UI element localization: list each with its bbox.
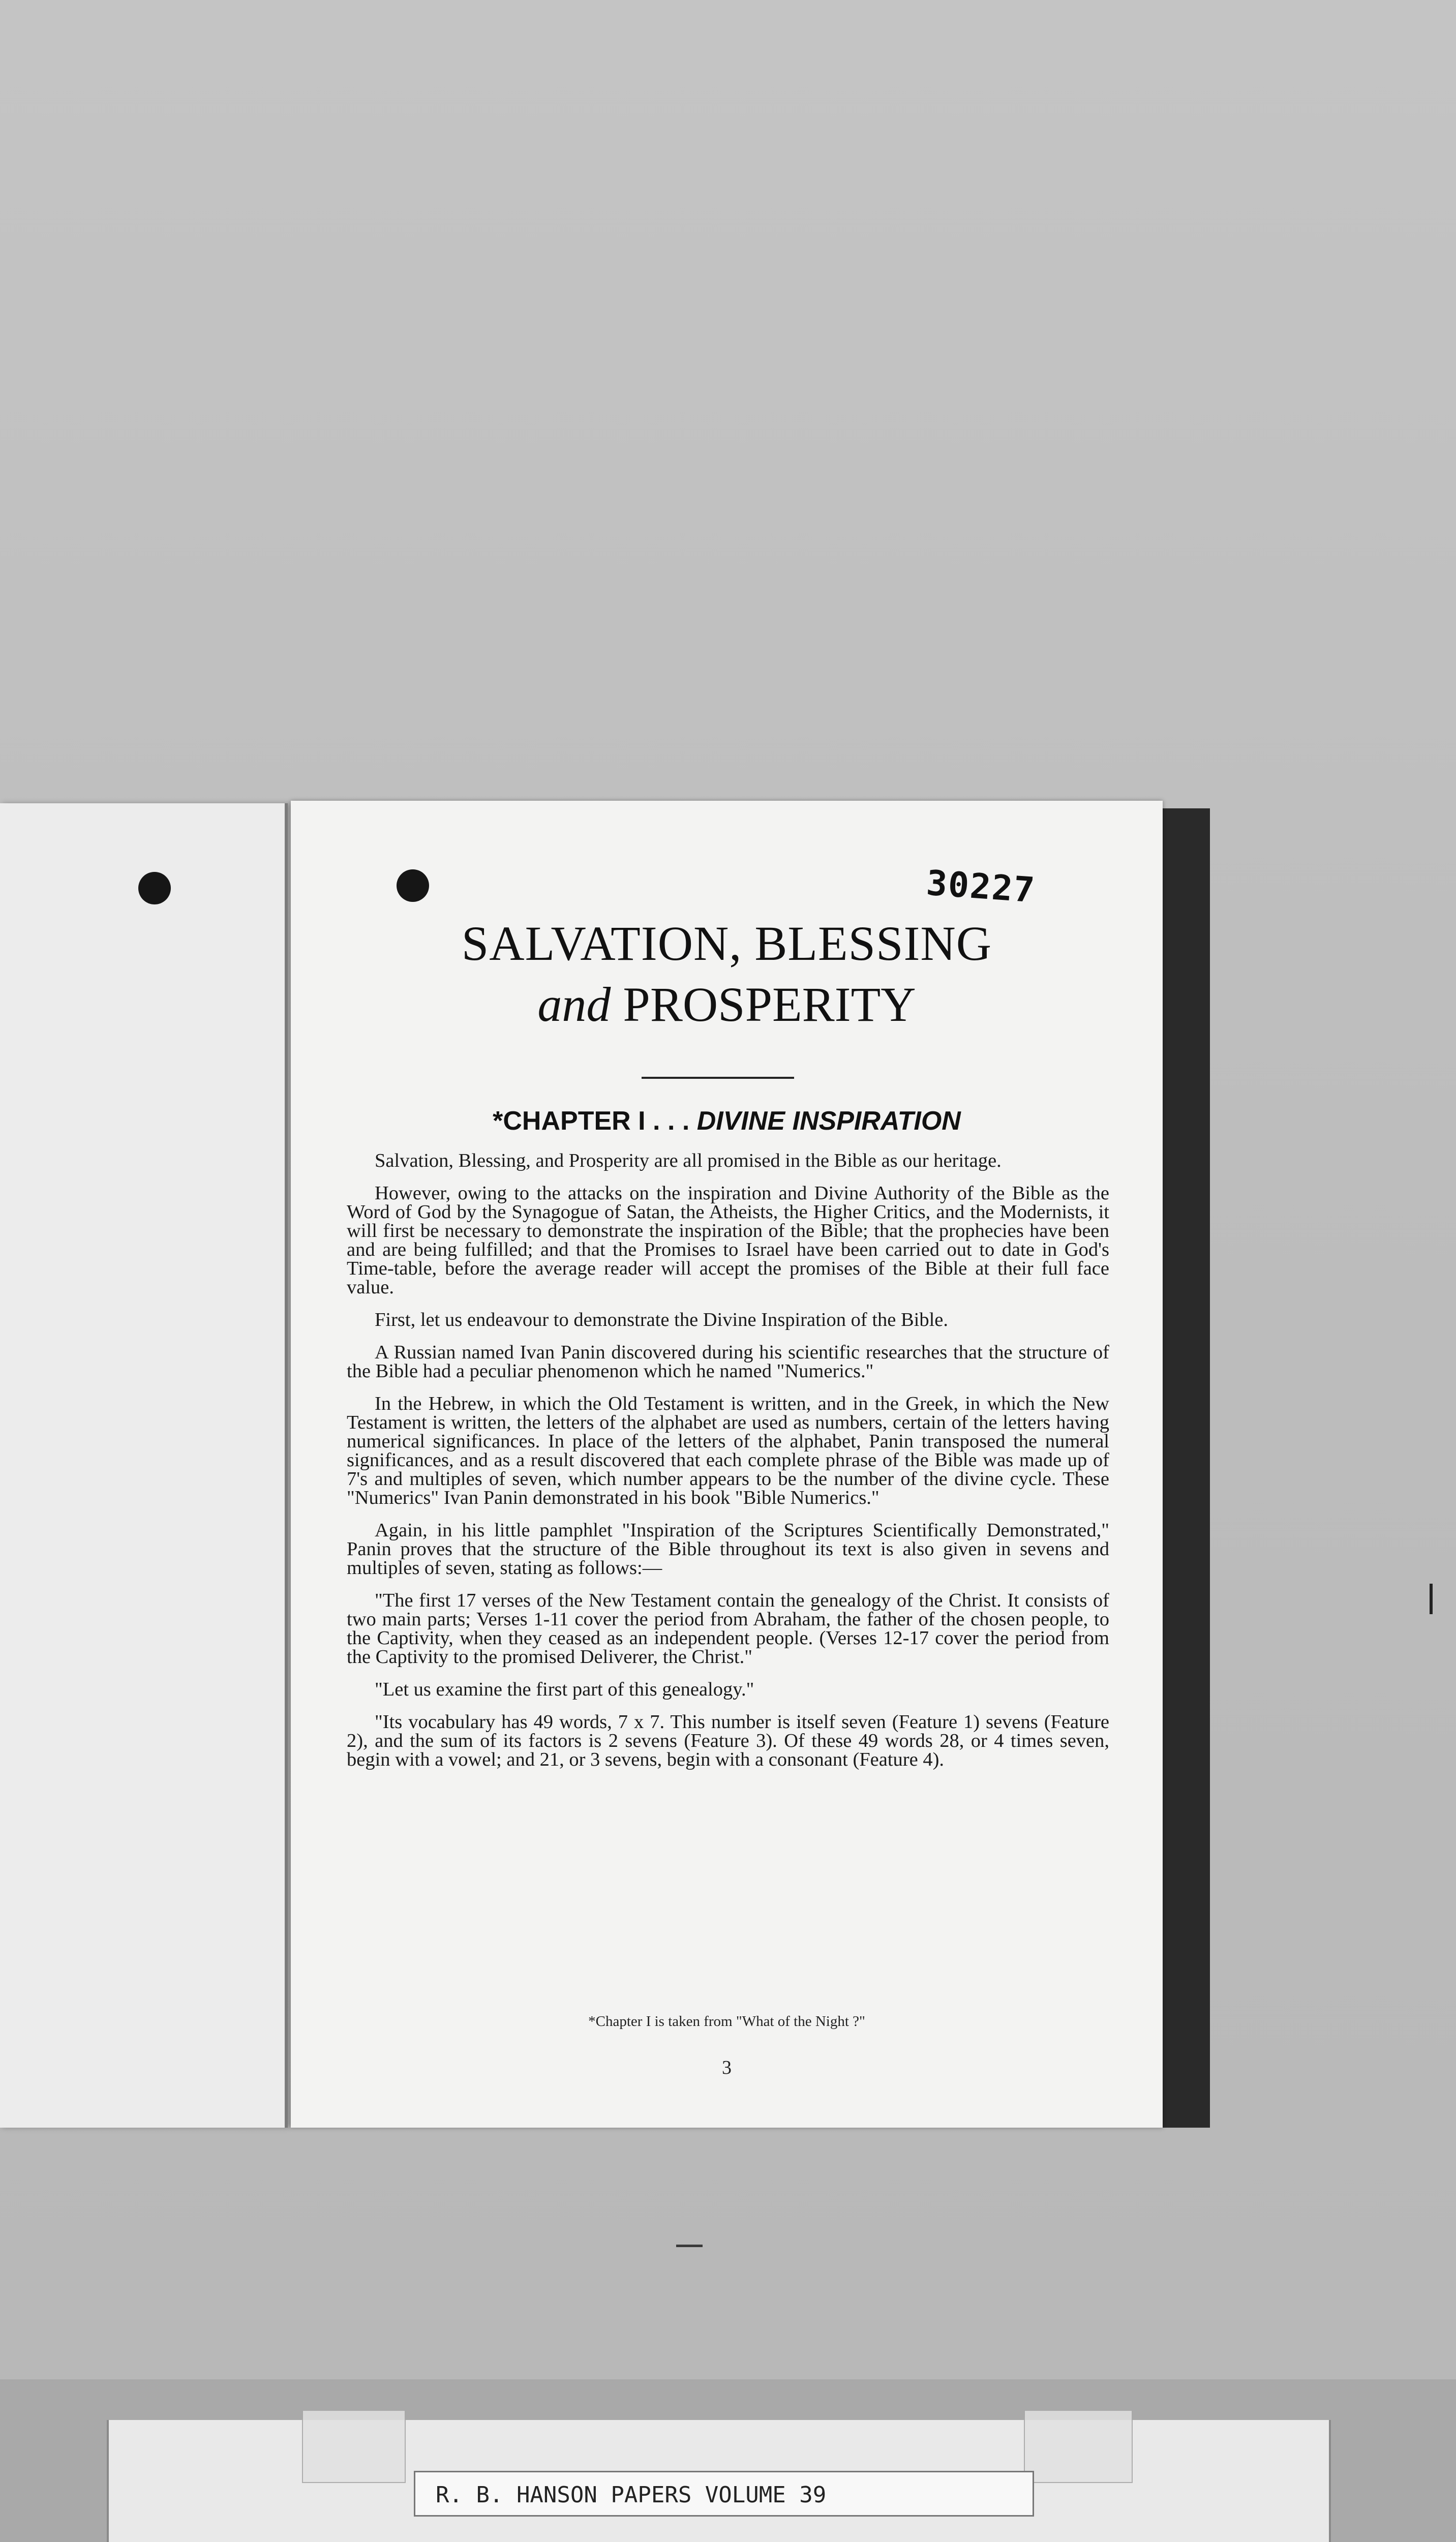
volume-label: R. B. HANSON PAPERS VOLUME 39 (414, 2471, 1034, 2517)
left-page (0, 803, 288, 2128)
paragraph: First, let us endeavour to demonstrate the Divine Inspiration of the Bible. (375, 1309, 949, 1330)
chapter-heading (291, 1106, 1163, 1136)
page-number: 3 (722, 2057, 732, 2078)
tape-piece (302, 2410, 406, 2483)
paragraph: "Its vocabulary has 49 words, 7 x 7. This number is itself seven (Feature 1) sevens (Feature 2), and the sum of its factors is 2 sevens (Feature 3). Of these 49 words 28, or 4 times seven, begin with a vowel; and 21, or 3 sevens, begin with a consonant (Feature 4). (347, 1711, 1109, 1770)
title-prosperity: PROSPERITY (611, 977, 916, 1032)
footnote: *Chapter I is taken from "What of the Night ?" (588, 2013, 865, 2030)
paragraph: "The first 17 verses of the New Testament contain the genealogy of the Christ. It consists of two main parts; Verses 1-11 cover the period from Abraham, the father of the chosen people, to the Captivity, when they ceased as an independent people. (Verses 12-17 cover the period from the Captivity to the promised Deliverer, the Christ." (347, 1590, 1109, 1668)
punch-hole-left (138, 872, 171, 904)
paragraph: Again, in his little pamphlet "Inspiration of the Scriptures Scientifically Demonstrated," Panin proves that the structure of the Bible throughout its text is also given in sevens and multiples of seven, stating as follows:— (347, 1520, 1109, 1579)
title-rule (642, 1077, 794, 1079)
paragraph: "Let us examine the first part of this genealogy." (375, 1679, 754, 1700)
edge-mark (1430, 1584, 1433, 1614)
body-text (347, 1152, 1109, 1783)
paragraph: A Russian named Ivan Panin discovered during his scientific researches that the structure of the Bible had a peculiar phenomenon which he named "Numerics." (347, 1342, 1109, 1382)
chapter-prefix: *CHAPTER I . . . (493, 1106, 697, 1136)
title-line-1: SALVATION, BLESSING (461, 916, 992, 971)
chapter-title: DIVINE INSPIRATION (696, 1106, 961, 1136)
document-number: 30227 (925, 863, 1037, 911)
archive-stamp-area (0, 2379, 1456, 2542)
tape-piece (1024, 2410, 1133, 2483)
paragraph: However, owing to the attacks on the inspiration and Divine Authority of the Bible as the Word of God by the Synagogue of Satan, the Atheists, the Higher Critics, and the Modernists, it will first be necessary to demonstrate the inspiration of the Bible; that the prophecies have been and are being fulfilled; and that the Promises to Israel have been carried out to date in God's Time-table, before the average reader will accept the promises of the Bible at their full face value. (347, 1183, 1109, 1298)
title-and: and (537, 977, 611, 1032)
archive-card (107, 2420, 1331, 2542)
paragraph: Salvation, Blessing, and Prosperity are all promised in the Bible as our heritage. (375, 1150, 1002, 1171)
document-page (291, 801, 1163, 2128)
punch-hole (397, 869, 429, 902)
title-line-2 (291, 976, 1163, 1033)
dash-mark (676, 2245, 703, 2247)
paragraph: In the Hebrew, in which the Old Testament is written, and in the Greek, in which the New Testament is written, the letters of the alphabet are used as numbers, certain of the letters having numerical significances. In place of the letters of the alphabet, Panin transposed the numeral significances, and as a result discovered that each complete phrase of the Bible was made up of 7's and multiples of seven, which number appears to be the number of the divine cycle. These "Numerics" Ivan Panin demonstrated in his book "Bible Numerics." (347, 1393, 1109, 1508)
